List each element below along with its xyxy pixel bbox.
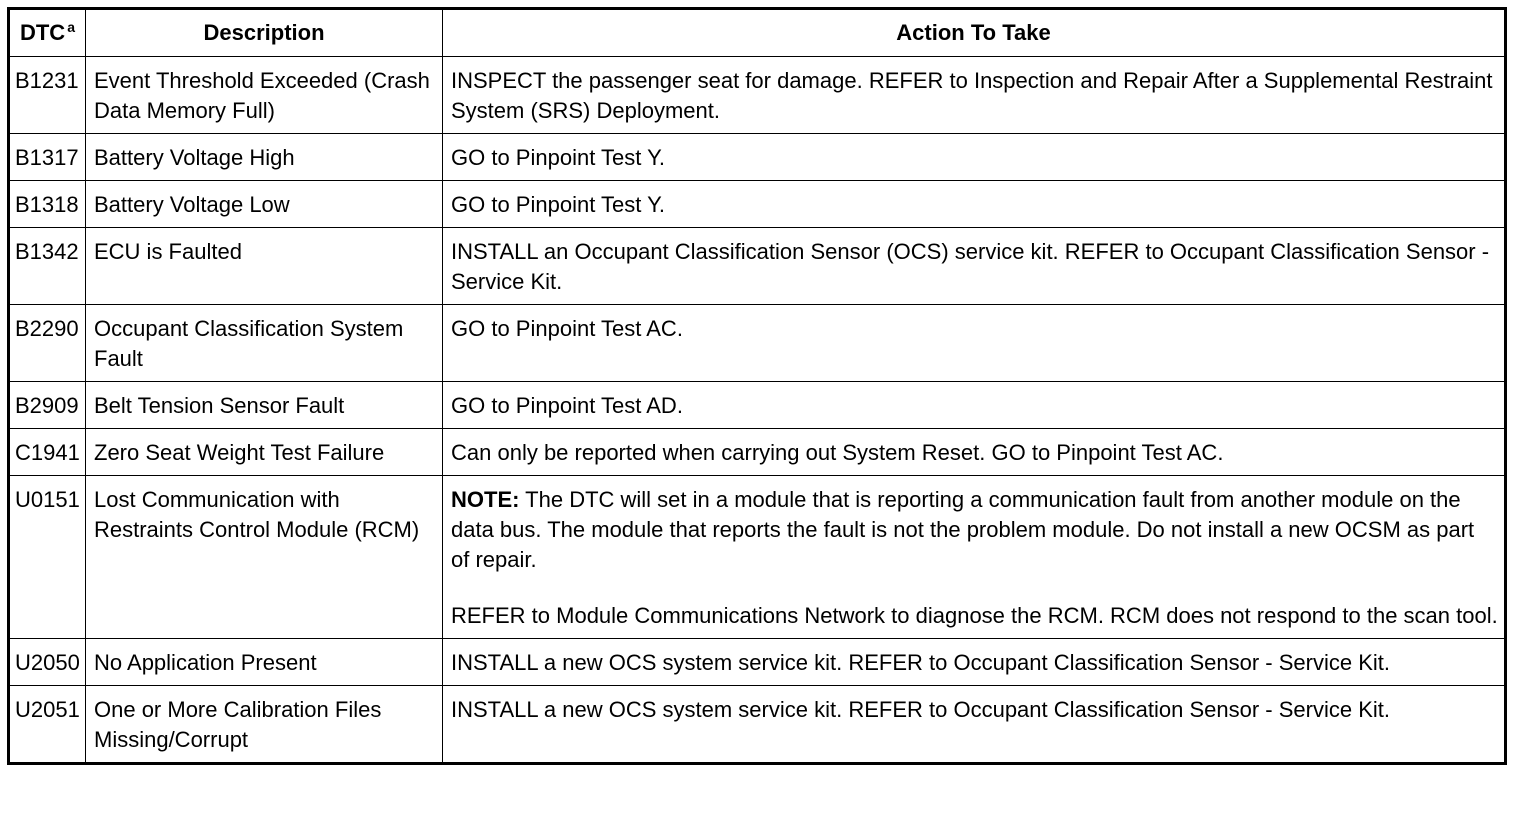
dtc-description: Occupant Classification System Fault [86,305,443,382]
dtc-description: One or More Calibration Files Missing/Corrupt [86,686,443,764]
dtc-description: No Application Present [86,639,443,686]
dtc-code: B2290 [9,305,86,382]
dtc-code: B1318 [9,181,86,228]
dtc-action: GO to Pinpoint Test Y. [443,181,1506,228]
note-label: NOTE: [451,487,520,512]
dtc-description: Belt Tension Sensor Fault [86,382,443,429]
dtc-code: B1317 [9,134,86,181]
dtc-code: B1342 [9,228,86,305]
table-row [9,476,1506,639]
dtc-action: REFER to Module Communications Network to diagnose the RCM. RCM does not respond to the scan tool. [451,603,1498,628]
table-row [9,686,1506,764]
table-row [9,429,1506,476]
dtc-action: GO to Pinpoint Test AC. [443,305,1506,382]
table-header-row [9,9,1506,57]
dtc-description: Battery Voltage Low [86,181,443,228]
dtc-action: Can only be reported when carrying out System Reset. GO to Pinpoint Test AC. [443,429,1506,476]
dtc-code: U2051 [9,686,86,764]
table-row [9,639,1506,686]
dtc-code: C1941 [9,429,86,476]
column-header-description: Description [86,9,443,57]
column-header-dtc [9,9,86,57]
note-paragraph [451,485,1498,575]
dtc-action: INSTALL an Occupant Classification Sensor (OCS) service kit. REFER to Occupant Classification Sensor - Service Kit. [443,228,1506,305]
dtc-action: INSPECT the passenger seat for damage. REFER to Inspection and Repair After a Supplemental Restraint System (SRS) Deployment. [443,57,1506,134]
dtc-header-footnote-marker: a [67,18,75,35]
table-row [9,181,1506,228]
dtc-action-cell [443,476,1506,639]
dtc-description: Battery Voltage High [86,134,443,181]
table-row [9,382,1506,429]
dtc-code: B1231 [9,57,86,134]
table-row [9,228,1506,305]
dtc-description: ECU is Faulted [86,228,443,305]
dtc-action: INSTALL a new OCS system service kit. REFER to Occupant Classification Sensor - Service Kit. [443,639,1506,686]
dtc-action: INSTALL a new OCS system service kit. REFER to Occupant Classification Sensor - Service Kit. [443,686,1506,764]
dtc-description: Zero Seat Weight Test Failure [86,429,443,476]
table-row [9,305,1506,382]
table-row [9,57,1506,134]
dtc-description: Lost Communication with Restraints Control Module (RCM) [86,476,443,639]
dtc-code: U0151 [9,476,86,639]
dtc-code: B2909 [9,382,86,429]
column-header-action: Action To Take [443,9,1506,57]
table-row [9,134,1506,181]
dtc-description: Event Threshold Exceeded (Crash Data Memory Full) [86,57,443,134]
dtc-table [7,7,1507,765]
dtc-code: U2050 [9,639,86,686]
note-text: The DTC will set in a module that is reporting a communication fault from another module on the data bus. The module that reports the fault is not the problem module. Do not install a new OCSM as part of repair. [451,487,1475,572]
dtc-action: GO to Pinpoint Test AD. [443,382,1506,429]
dtc-action: GO to Pinpoint Test Y. [443,134,1506,181]
dtc-header-label: DTC [19,20,66,45]
